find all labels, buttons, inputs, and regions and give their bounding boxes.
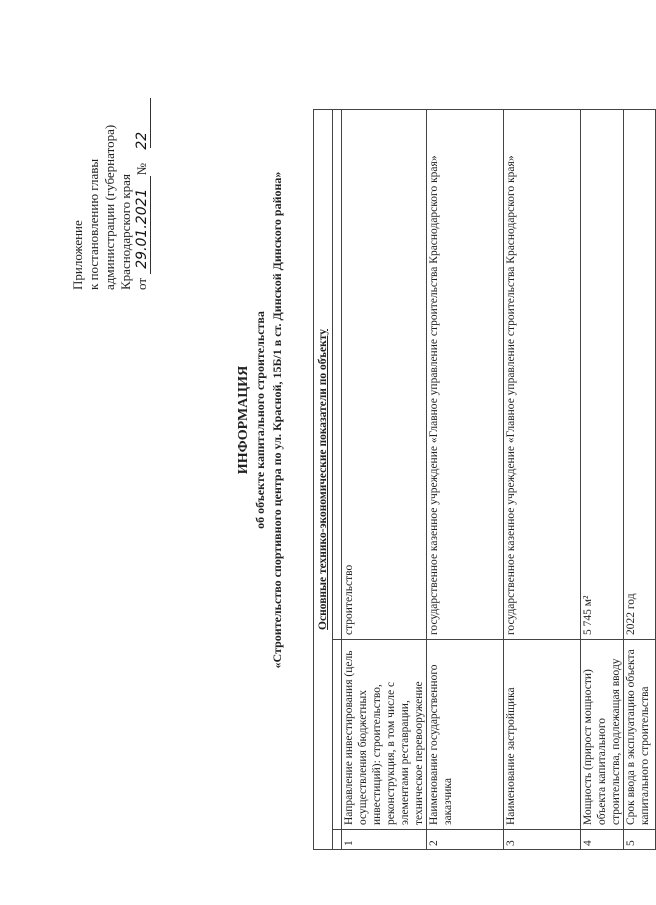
row-value: государственное казенное учреждение «Главное управление строительства Краснодарского края» <box>504 109 581 639</box>
from-label: от <box>134 277 149 290</box>
row-value: государственное казенное учреждение «Главное управление строительства Краснодарского края» <box>427 109 504 639</box>
appendix-title: Приложение <box>70 220 85 290</box>
table-row <box>504 109 581 849</box>
table-spacer-row <box>333 109 342 849</box>
number-label: № <box>134 162 149 176</box>
row-value: 2022 год <box>624 109 656 639</box>
row-label: Направление инвестирования (цель осуществления бюджетных инвестиций): строительство, реконструкция, в том числе с элементами реставрации, техническое перевооружение <box>342 640 427 830</box>
table-row <box>624 109 656 849</box>
decree-date: 29.01.2021 <box>134 188 150 269</box>
row-value: 5 745 м² <box>581 109 624 639</box>
row-number: 3 <box>504 830 581 850</box>
row-number: 4 <box>581 830 624 850</box>
appendix-block <box>70 70 156 290</box>
row-label: Наименование государственного заказчика <box>427 640 504 830</box>
number-underline <box>150 98 151 148</box>
indicators-table <box>313 109 656 850</box>
appendix-date-line <box>134 132 150 290</box>
row-label: Мощность (прирост мощности) объекта капитального строительства, подлежащая вводу <box>581 640 624 830</box>
row-number: 5 <box>624 830 656 850</box>
appendix-line-region: Краснодарского края <box>118 174 133 290</box>
table-row <box>342 109 427 849</box>
title-block <box>236 60 296 780</box>
page-title: ИНФОРМАЦИЯ <box>236 365 251 475</box>
table-header: Основные технико-экономические показатели по объекту <box>314 109 333 849</box>
row-number: 1 <box>342 830 427 850</box>
row-value: строительство <box>342 109 427 639</box>
table-row <box>427 109 504 849</box>
title-subtitle: об объекте капитального строительства <box>253 311 267 529</box>
row-label: Срок ввода в эксплуатацию объекта капитального строительства <box>624 640 656 830</box>
appendix-line-decree: к постановлению главы <box>86 158 101 290</box>
indicators-table-wrap <box>313 110 651 850</box>
row-label: Наименование застройщика <box>504 640 581 830</box>
object-name: «Строительство спортивного центра по ул. Красной, 15Б/1 в ст. Динской Динского района» <box>270 171 284 669</box>
date-underline <box>150 176 151 274</box>
table-row <box>581 109 624 849</box>
row-number: 2 <box>427 830 504 850</box>
decree-number: 22 <box>134 131 150 150</box>
appendix-line-administration: администрации (губернатора) <box>102 124 117 290</box>
